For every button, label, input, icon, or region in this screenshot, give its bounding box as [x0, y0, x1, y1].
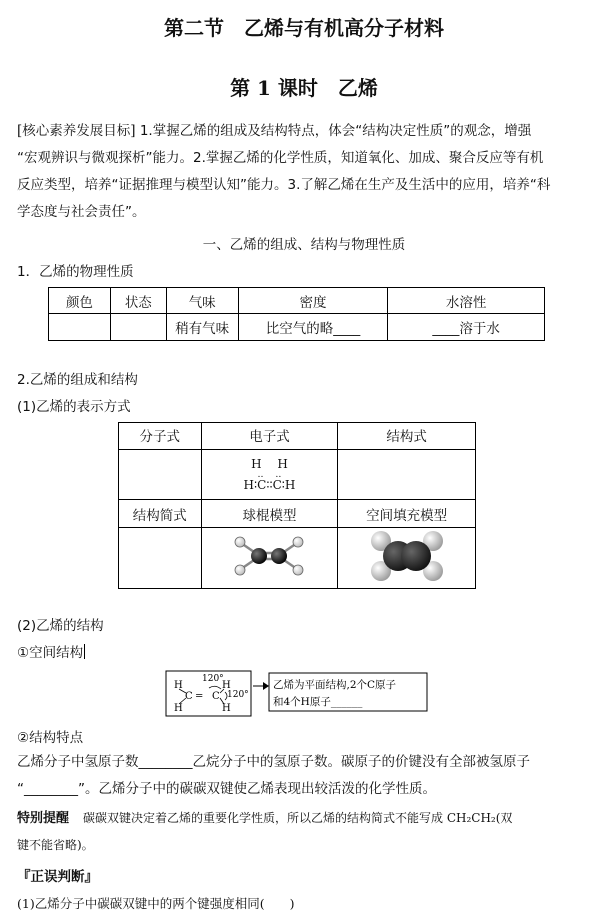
judgment-header [17, 865, 98, 885]
header-solubility: 水溶性 [388, 288, 545, 314]
cell-odor: 稍有气味 [166, 314, 238, 341]
cell-density: 比空气的略____ [238, 314, 388, 341]
space-filling-model-image [367, 528, 447, 584]
features-text [17, 749, 602, 803]
tip-line2: 键不能省略)。 [17, 838, 94, 852]
cell-condensed-formula [119, 528, 202, 589]
conclusion-line2: 和4个H原子______ [273, 696, 363, 708]
atom-h-top-left: H [174, 680, 183, 691]
atom-h-top-right: H [222, 680, 231, 691]
cell-space-filling-model [338, 528, 476, 589]
core-objectives [17, 118, 597, 226]
atom-c-right: C [212, 691, 220, 702]
objectives-line4: 学态度与社会责任”。 [17, 204, 146, 220]
cell-electron-formula [201, 450, 338, 500]
ball-stick-model-image [229, 534, 309, 578]
cell-solubility: ____溶于水 [388, 314, 545, 341]
atom-h-bottom-right: H [222, 703, 231, 714]
header-ball-stick-model: 球棍模型 [201, 500, 338, 528]
spatial-heading-text: ①空间结构 [17, 645, 84, 661]
header-structural-formula: 结构式 [338, 423, 476, 450]
tip-line1: 碳碳双键决定着乙烯的重要化学性质，所以乙烯的结构简式不能写成 CH₂CH₂(双 [83, 811, 513, 825]
electron-formula-main: H∶C∶∶C∶H [243, 477, 296, 492]
lesson-title: 第 1 课时 乙烯 [230, 76, 378, 100]
objectives-label: [核心素养发展目标] [17, 123, 136, 139]
structure-heading: (2)乙烯的结构 [17, 618, 104, 634]
conclusion-line1: 乙烯为平面结构,2个C原子 [273, 679, 397, 691]
header-molecular-formula: 分子式 [119, 423, 202, 450]
cell-state [110, 314, 166, 341]
header-condensed-formula: 结构简式 [119, 500, 202, 528]
header-odor: 气味 [166, 288, 238, 314]
part1-heading: 一、乙烯的组成、结构与物理性质 [202, 237, 406, 253]
objectives-line1: 1.掌握乙烯的组成及结构特点，体会“结构决定性质”的观念，增强 [139, 123, 532, 139]
header-color: 颜色 [49, 288, 111, 314]
features-heading: ②结构特点 [17, 730, 84, 746]
objectives-line2: “宏观辨识与微观探析”能力。2.掌握乙烯的化学性质，知道氧化、加成、聚合反应等有机 [17, 150, 544, 166]
section-title: 第二节 乙烯与有机高分子材料 [164, 16, 444, 40]
cell-structural-formula [338, 450, 476, 500]
header-space-filling-model: 空间填充模型 [338, 500, 476, 528]
physical-properties-table [48, 287, 545, 341]
atom-h-bottom-left: H [174, 703, 183, 714]
spatial-structure-diagram [165, 670, 433, 718]
cell-molecular-formula [119, 450, 202, 500]
physical-heading: 1．乙烯的物理性质 [17, 264, 134, 280]
judgment-item-1: (1)乙烯分子中碳碳双键中的两个键强度相同( ) [17, 896, 295, 911]
tip-label: 特别提醒 [17, 811, 70, 826]
special-tip [17, 805, 602, 858]
bracket-left: 『 [17, 869, 31, 885]
double-bond: = [195, 691, 204, 702]
electron-formula-dots: ‥ ‥ [257, 469, 282, 480]
bracket-right: 』 [84, 869, 98, 885]
header-density: 密度 [238, 288, 388, 314]
spatial-heading [17, 641, 85, 661]
representation-heading: (1)乙烯的表示方式 [17, 399, 131, 415]
header-state: 状态 [110, 288, 166, 314]
cell-color [49, 314, 111, 341]
composition-heading: 2.乙烯的组成和结构 [17, 372, 138, 388]
representation-table [118, 422, 476, 589]
features-line2: “________”。乙烯分子中的碳碳双键使乙烯表现出较活泼的化学性质。 [17, 781, 436, 797]
features-line1: 乙烯分子中氢原子数________乙烷分子中的氢原子数。碳原子的价键没有全部被氢原子 [17, 754, 530, 770]
objectives-line3: 反应类型，培养“证据推理与模型认知”能力。3.了解乙烯在生产及生活中的应用，培养“科 [17, 177, 551, 193]
angle-label-top: 120° [202, 674, 224, 684]
angle-label-right: 120° [227, 690, 249, 700]
atom-c-left: C [185, 691, 193, 702]
cell-ball-stick-model [201, 528, 338, 589]
header-electron-formula: 电子式 [201, 423, 338, 450]
judgment-label: 正误判断 [30, 869, 85, 885]
electron-formula-top-h: H H [251, 456, 288, 471]
text-cursor [84, 644, 85, 659]
arrow-icon [263, 682, 269, 690]
